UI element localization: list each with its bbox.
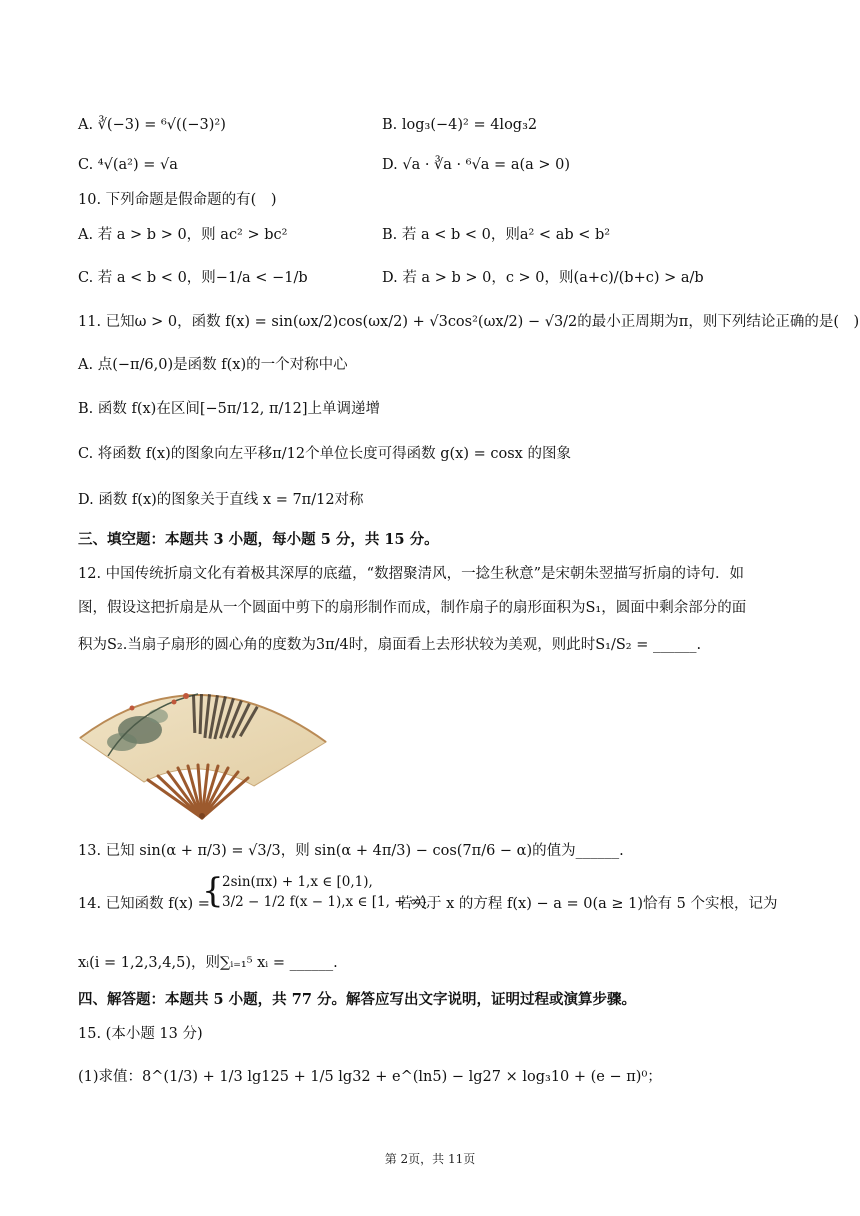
q14-lead-text: 14. 已知函数 f(x) = xyxy=(78,896,210,912)
q10-option-c: C. 若 a < b < 0，则−1/a < −1/b xyxy=(78,270,308,286)
q14-line-2: xᵢ(i = 1,2,3,4,5)，则∑ᵢ₌₁⁵ xᵢ = ______. xyxy=(78,955,338,971)
q10-stem: 10. 下列命题是假命题的有( ) xyxy=(78,192,277,208)
q14-case-2: 3/2 − 1/2 f(x − 1),x ∈ [1, + ∞), xyxy=(222,894,431,910)
folding-fan-image xyxy=(78,668,338,820)
q12-line-2: 图，假设这把折扇是从一个圆面中剪下的扇形制作而成，制作扇子的扇形面积为S₁，圆面中剩余部分的面 xyxy=(78,600,747,616)
q15-part-1: (1)求值：8^(1/3) + 1/3 lg125 + 1/5 lg32 + e^(ln5) − lg27 × log₃10 + (e − π)⁰； xyxy=(78,1069,662,1085)
q10-option-a: A. 若 a > b > 0，则 ac² > bc² xyxy=(78,227,288,243)
q11-option-a: A. 点(−π/6,0)是函数 f(x)的一个对称中心 xyxy=(78,357,348,373)
q14-lead xyxy=(78,893,210,915)
q10-option-d: D. 若 a > b > 0，c > 0，则(a+c)/(b+c) > a/b xyxy=(382,270,704,286)
page-footer: 第 2页，共 11页 xyxy=(384,1152,476,1166)
section-3-heading: 三、填空题：本题共 3 小题，每小题 5 分，共 15 分。 xyxy=(78,531,439,548)
section-4-heading: 四、解答题：本题共 5 小题，共 77 分。解答应写出文字说明，证明过程或演算步骤。 xyxy=(78,991,636,1008)
q12-line-3: 积为S₂.当扇子扇形的圆心角的度数为3π/4时，扇面看上去形状较为美观，则此时S₁/S₂ = ______. xyxy=(78,637,702,653)
q9-option-b: B. log₃(−4)² = 4log₃2 xyxy=(382,117,538,133)
q13-text: 13. 已知 sin(α + π/3) = √3/3，则 sin(α + 4π/3) − cos(7π/6 − α)的值为______. xyxy=(78,843,624,859)
q9-option-d: D. √a · ∛a · ⁶√a = a(a > 0) xyxy=(382,157,571,173)
q9-option-c: C. ⁴√(a²) = √a xyxy=(78,157,178,173)
q9-option-a: A. ∛(−3) = ⁶√((−3)²) xyxy=(78,117,226,133)
q12-line-1: 12. 中国传统折扇文化有着极其深厚的底蕴，“数摺聚清风，一捻生秋意”是宋朝朱翌描写折扇的诗句．如 xyxy=(78,566,744,582)
q10-option-b: B. 若 a < b < 0，则a² < ab < b² xyxy=(382,227,611,243)
q14-case-1: 2sin(πx) + 1,x ∈ [0,1), xyxy=(222,874,373,890)
q15-title: 15. (本小题 13 分) xyxy=(78,1026,203,1042)
q14-brace: { xyxy=(202,871,224,911)
q11-option-b: B. 函数 f(x)在区间[−5π/12, π/12]上单调递增 xyxy=(78,401,380,417)
q11-stem: 11. 已知ω > 0，函数 f(x) = sin(ωx/2)cos(ωx/2) + √3cos²(ωx/2) − √3/2的最小正周期为π，则下列结论正确的是( ) xyxy=(78,314,860,330)
q11-option-c: C. 将函数 f(x)的图象向左平移π/12个单位长度可得函数 g(x) = cosx 的图象 xyxy=(78,446,571,462)
q11-option-d: D. 函数 f(x)的图象关于直线 x = 7π/12对称 xyxy=(78,492,364,508)
q14-condition: 若关于 x 的方程 f(x) − a = 0(a ≥ 1)恰有 5 个实根，记为 xyxy=(398,896,778,912)
